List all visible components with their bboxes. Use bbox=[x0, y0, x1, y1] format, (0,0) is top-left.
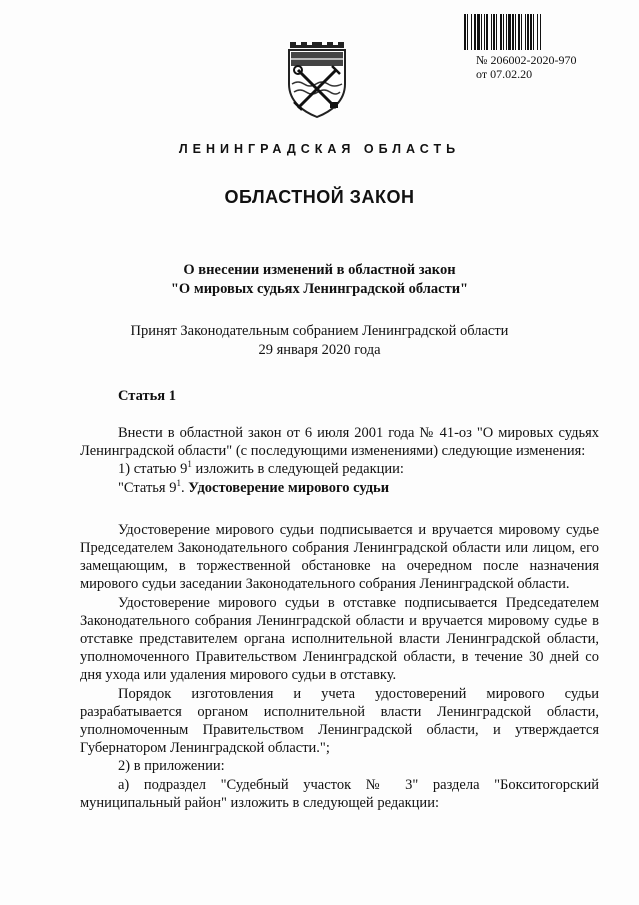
quote-heading-title: Удостоверение мирового судьи bbox=[188, 479, 390, 496]
law-title bbox=[0, 261, 639, 299]
item-1 bbox=[80, 460, 599, 478]
item-1-text: 1) статью 9 bbox=[118, 461, 188, 478]
article-quote-heading bbox=[80, 479, 599, 497]
region-name: ЛЕНИНГРАДСКАЯ ОБЛАСТЬ bbox=[178, 142, 461, 156]
document-type: ОБЛАСТНОЙ ЗАКОН bbox=[224, 187, 415, 207]
law-title-line-2: "О мировых судьях Ленинградской области" bbox=[170, 281, 469, 297]
document-body bbox=[80, 424, 599, 812]
quote-heading-superscript: 1 bbox=[176, 477, 181, 488]
registration-block bbox=[476, 53, 576, 81]
barcode-bar bbox=[541, 14, 542, 50]
adoption-note bbox=[0, 322, 639, 360]
adoption-date: 29 января 2020 года bbox=[258, 342, 381, 358]
item-1-superscript: 1 bbox=[187, 459, 192, 470]
quote-heading-dot: . bbox=[180, 479, 189, 496]
paragraph-3: Порядок изготовления и учета удостоверений мирового судьи разрабатывается органом исполнительной власти Ленинградской области, уполномоченным Правительством Ленинградской области, и утверждается Губернатором Ленинградской области."; bbox=[80, 685, 599, 757]
item-2a: а) подраздел "Судебный участок № 3" раздела "Бокситогорский муниципальный район" изложить в следующей редакции: bbox=[80, 776, 599, 811]
quote-heading-text: "Статья 9 bbox=[118, 479, 177, 496]
paragraph-1: Удостоверение мирового судьи подписывается и вручается мировому судье Председателем Законодательного собрания Ленинградской области или лицом, его замещающим, в торжественной обстановке на очередном после назначения мирового судьи заседании Законодательного собрания Ленинградской области. bbox=[80, 521, 599, 593]
item-2: 2) в приложении: bbox=[118, 758, 225, 775]
adoption-body: Принят Законодательным собранием Ленинградской области bbox=[130, 323, 509, 339]
registration-date: от 07.02.20 bbox=[476, 67, 533, 81]
item-1-text-end: изложить в следующей редакции: bbox=[191, 461, 404, 478]
coat-of-arms-icon bbox=[284, 40, 350, 118]
law-title-line-1: О внесении изменений в областной закон bbox=[183, 262, 456, 278]
registration-number: № 206002-2020-970 bbox=[476, 53, 577, 67]
intro-paragraph: Внести в областной закон от 6 июля 2001 года № 41-оз "О мировых судьях Ленинградской области" (с последующими изменениями) следующие изменения: bbox=[80, 425, 599, 460]
barcode-icon bbox=[464, 14, 580, 50]
paragraph-2: Удостоверение мирового судьи в отставке подписывается Председателем Законодательного собрания Ленинградской области и вручается мировому судье в отставке представителем органа исполнительной власти Ленинградской области, уполномоченного Правительством Ленинградской области, в течение 30 дней со дня ухода или удаления мирового судьи в отставку. bbox=[80, 594, 599, 684]
article-heading: Статья 1 bbox=[118, 388, 176, 404]
